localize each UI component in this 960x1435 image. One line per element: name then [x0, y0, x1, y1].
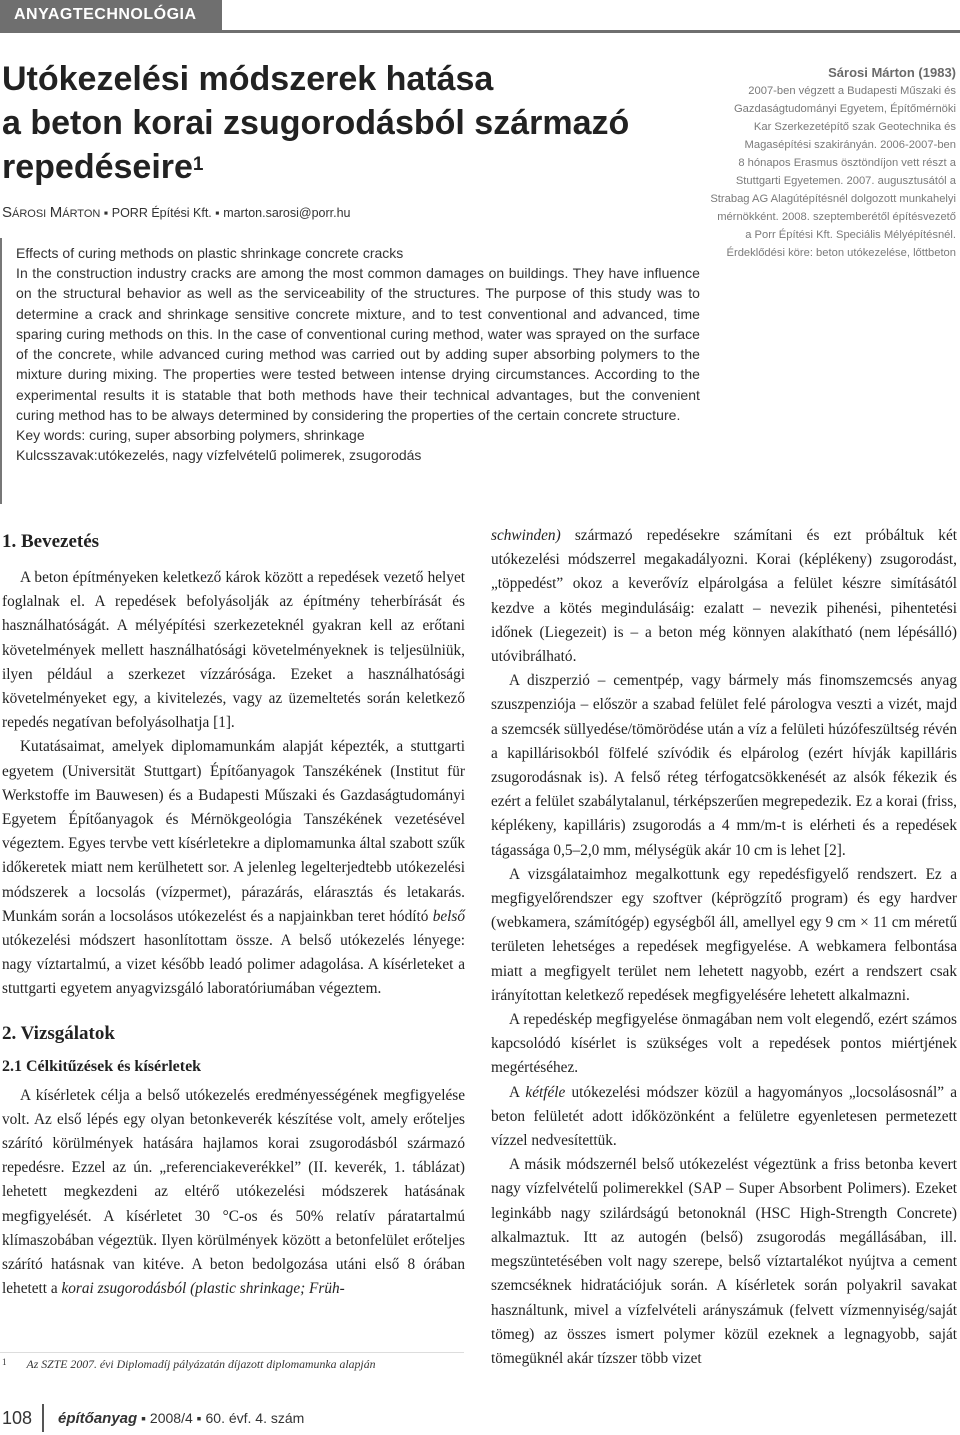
author-line [2, 204, 351, 221]
author-email[interactable]: marton.sarosi@porr.hu [223, 206, 351, 220]
footnote [2, 1357, 376, 1372]
paragraph [2, 1084, 465, 1302]
bio-line: Magasépítési szakirányán. 2006-2007-ben [744, 139, 956, 151]
body-column-left [2, 530, 465, 1301]
page-number: 108 [2, 1407, 33, 1428]
emphasis-text: belső [432, 907, 465, 925]
section-label: ANYAGTECHNOLÓGIA [0, 0, 222, 30]
abstract [0, 238, 700, 504]
title-line-1: Utókezelési módszerek hatása [2, 60, 494, 98]
bio-line: Gazdaságtudományi Egyetem, Építőmérnöki [733, 103, 956, 115]
footnote-number: 1 [2, 1357, 7, 1367]
magazine-name: építőanyag [58, 1409, 138, 1427]
paragraph-text: utókezelési módszert hasonlítottam össze. A belső utókezelés lényege: nagy víztartalmú, a vizet később leadó polimer adagolása. A kísérleteket a stuttgarti egyetem anyagvizsgáló laboratóriumában végeztem. [2, 932, 465, 998]
paragraph: A repedéskép megfigyelése önmagában nem volt elegendő, ezért számos kapcsolódó kísérlet is szükséges volt a repedések pontos miértjének megértéséhez. [491, 1011, 957, 1077]
footnote-text: Az SZTE 2007. évi Diplomadíj pályázatán díjazott diplomamunka alapján [26, 1357, 376, 1371]
heading-tests: 2. Vizsgálatok [2, 1022, 115, 1044]
emphasis-text: schwinden) [491, 527, 561, 544]
paragraph-text: származó repedésekre számítani és ezt próbáltuk két utókezelési módszerrel megakadályozni. Korai (képlékeny) zsugorodást, „töppedést” okoz a keverővíz elpárolgása a felület készre simításától kezdve a kötés megindulásáig: ezalatt – nevezik pihenési, pihentetési időnek (Liegezeit) is – a beton még könnyen alakítható (nem lépésálló) utóvibrálható. [491, 527, 957, 666]
separator-bullet: ▪ [215, 206, 220, 220]
emphasis-text: kétféle [525, 1083, 566, 1101]
body-column-right [491, 524, 957, 1371]
bio-line: Stuttgarti Egyetemen. 2007. augusztusától a [735, 175, 956, 187]
paragraph-text: A kísérletek célja a belső utókezelés eredményességének megfigyelése volt. Az első lépés egy olyan betonkeverék készítése volt, amely erőteljes szárító körülmények hatására hajlamos korai zsugorodásból származó repedésre. Ezzel az ún. „referenciakeverékkel” (II. keverék, 1. táblázat) lehetett megkezdeni az eltérő utókezelési módszerek hatásának megfigyelését. A kísérletet 30 °C-os és 50% relatív páratartalmú klímaszobában végeztük. Ilyen körülmények között a betonfelület erőteljes szárító hatásnak van kitéve. A beton bedolgozása utáni első 8 órában lehetett a [2, 1086, 465, 1298]
footer-divider [42, 1404, 44, 1432]
paragraph-text: Kutatásaimat, amelyek diplomamunkám alapját képezték, a stuttgarti egyetem (Universität Stuttgart) Építőanyagok Tanszékének (Institut für Werkstoffe im Bauwesen) és a Budapesti Műszaki és Gazdaságtudományi Egyetem Építőanyagok és Mérnökgeológia Tanszékének vezetésével végeztem. Egyes tervbe vett kísérletekre a diplomamunka által szabott szűk időkeretek miatt nem kerülhetett sor. A jelenleg legelterjedtebb utókezelési módszerek a locsolás (vízpermet), párazárás, elárasztás és letakarás. Munkám során a locsolásos utókezelést és a napjainkban teret hódító [2, 738, 465, 925]
paragraph [491, 1081, 957, 1154]
bio-line: Kar Szerkezetépítő szak Geotechnika és [753, 121, 956, 133]
bio-name: Sárosi Márton (1983) [828, 65, 956, 80]
author-affiliation: PORR Építési Kft. [111, 206, 212, 220]
paragraph-text: utókezelési módszer közül a hagyományos „locsolásosnál” a beton felületét adott időközönként a felületre egyenletesen permetezett vízzel nedvesítettük. [491, 1083, 957, 1150]
bio-line: a Porr Építési Kft. Speciális Mélyépítésnél. [745, 229, 956, 241]
author-bio [706, 64, 956, 262]
page-footer [0, 1406, 304, 1430]
paragraph: A diszperzió – cementpép, vagy bármely más finomszemcsés anyag szuszpenziója – először a szabad felület felé párologva veszti a vizét, majd a szemcsék süllyedése/tömörödése után a víz a felületi húzófeszültség révén a kapillárisokból fölfelé szívódik és elpárolog (ezért hívják kapilláris zsugorodásnak is). A felső réteg térfogatcsökkenését az alsók fékezik és ezért a felület szabálytalanul, térképszerűen megrepedezik. Ez a korai (friss, képlékeny, kapilláris) zsugorodás a 4 mm/m-t is elérheti és a repedések tágassága 0,5–2,0 mm, mélységük akár 10 cm is lehet [2]. [491, 672, 957, 859]
bio-line: 8 hónapos Erasmus ösztöndíjon vett részt a [738, 157, 956, 169]
footnote-rule [0, 1352, 464, 1353]
paragraph [491, 524, 957, 669]
article-title [2, 57, 702, 189]
paragraph-text: A [509, 1083, 526, 1101]
paragraph: A vizsgálataimhoz megalkottunk egy repedésfigyelő rendszert. Ez a megfigyelőrendszer egy szoftver (képrögzítő program) és egy hardver (webkamera, számítógép) egységből áll, amellyel egy 9 cm × 11 cm méretű területen lehetséges a repedések megfigyelése. A webkamera felbontása miatt a megfigyelt terület nem lehetett nagyobb, ezért a rendszert csak irányítottan keletkező repedések megfigyelésére lehetett alkalmazni. [491, 865, 957, 1004]
abstract-body: In the construction industry cracks are among the most common damages on buildings. They have influence on the structural behavior as well as the serviceability of the structures. The purpose of this study was to determine a crack and shrinkage sensitive concrete mixture, and to test conventional and advanced, time sparing curing methods on this. In the case of conventional curing method, water was sprayed on the surface of the concrete, while advanced curing method was carried out by adding super absorbing polymers to the mixture during mixing. The properties were tested between intense drying circumstances. According to the experimental results it is statable that both methods have their technical advantages, but the convenient curing method has to be always determined by considering the properties of the certain concrete structure. [16, 265, 700, 424]
keywords-english: Key words: curing, super absorbing polymers, shrinkage [16, 427, 365, 444]
heading-goals: 2.1 Célkitűzések és kísérletek [2, 1057, 202, 1075]
title-line-3: repedéseire [2, 148, 193, 186]
bio-line: Strabag AG Alagútépítésnél dolgozott munkahelyi [710, 193, 956, 205]
title-footnote-mark: 1 [192, 154, 204, 175]
paragraph: A beton építményeken keletkező károk között a repedések vezető helyet foglalnak el. A repedések befolyásolják az építmény teherbírását és használhatóságát. A mélyépítési szerkezeteknél gyakran kell az erőtani követelmények mellett használhatósági követelményeknek is teljesülniük, ilyen például a szerkezet vízzárósága. Ezeket a használhatósági követelményeket egy, a kivitelezés, vagy az üzemeltetés során keletkező repedés negatívan befolyásolhatja [1]. [2, 569, 465, 732]
paragraph: A másik módszernél belső utókezelést végeztünk a friss betonba kevert nagy vízfelvételű polimerekkel (SAP – Super Absorbent Polimers). Ezeket leginkább nagy szilárdságú betonoknál (HSC High-Strength Concrete) alkalmaztuk. Itt az autogén (belső) zsugorodás megállásában, ill. megszüntetésében volt nagy szerepe, belső víztartalékot nyújtva a cement szemcséknek hidratációjuk során. A kísérletek során polyakril savakat használtunk, mivel a vízfelvételi arányszámuk (felvett vízmennyiség/saját tömeg) az összes ismert polymer közül ezeknek a legnagyobb, saját tömegüknél akár tízszer több vizet [491, 1156, 957, 1367]
bio-line: mérnökként. 2008. szeptemberétől építésvezető [717, 211, 956, 223]
issue-info: ▪ 2008/4 ▪ 60. évf. 4. szám [141, 1410, 305, 1426]
separator-bullet: ▪ [103, 206, 109, 220]
bio-line: 2007-ben végzett a Budapesti Műszaki és [748, 85, 956, 97]
heading-introduction: 1. Bevezetés [2, 531, 100, 552]
bio-line: Érdeklődési köre: beton utókezelése, lőttbeton [726, 247, 956, 259]
header-rule [0, 30, 960, 33]
emphasis-text: korai zsugorodásból (plastic shrinkage; Früh- [61, 1280, 345, 1298]
keywords-hungarian: Kulcsszavak:utókezelés, nagy vízfelvételű polimerek, zsugorodás [16, 447, 422, 464]
author-first-name: Sárosi [2, 204, 47, 221]
author-last-name: Márton [49, 204, 101, 221]
title-line-2: a beton korai zsugorodásból származó [2, 104, 630, 142]
abstract-title: Effects of curing methods on plastic shrinkage concrete cracks [16, 245, 404, 261]
paragraph [2, 735, 465, 1001]
